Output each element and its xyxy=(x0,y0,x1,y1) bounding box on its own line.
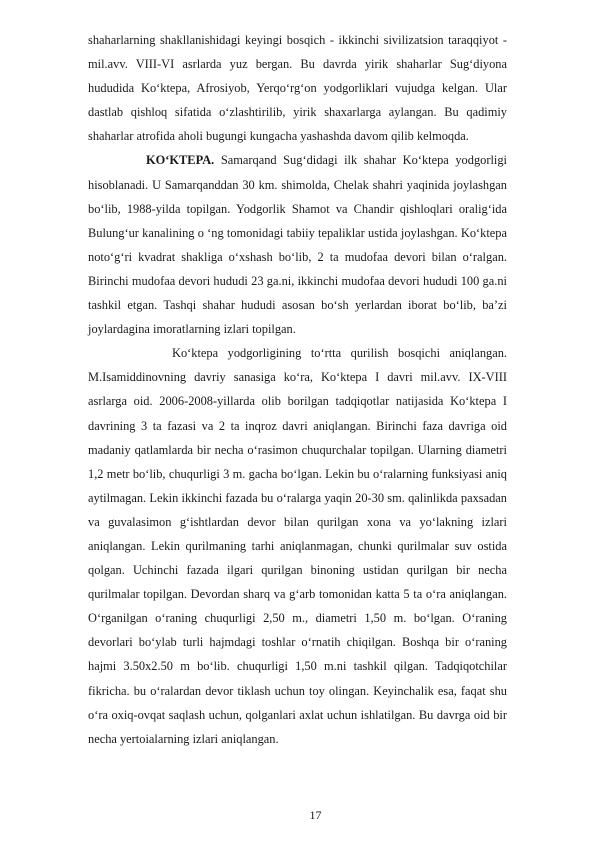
paragraph-2-text: Samarqand Sug‘didagi ilk shahar Ko‘ktepa yodgorligi hisoblanadi. U Samarqanddan 30 km. shimolda, Chelak shahri yaqinida joylashgan bo‘lib, 1988-yilda topilgan. Yodgorlik Shamot va Chandir qishloqlari oralig‘ida Bulung‘ur kanalining o ‘ng tomonidagi tabiiy tepaliklar ustida joylashgan. Ko‘ktepa noto‘g‘ri kvadrat shakliga o‘xshash bo‘lib, 2 ta mudofaa devori bilan o‘ralgan. Birinchi mudofaa devori hududi 23 ga.ni, ikkinchi mudofaa devori hududi 100 ga.ni tashkil etgan. Tashqi shahar hududi asosan bo‘sh yerlardan iborat bo‘lib, ba’zi joylardagina imoratlarning izlari topilgan. xyxy=(88,153,507,337)
paragraph-2 xyxy=(88,148,507,341)
page-number: 17 xyxy=(309,808,322,822)
paragraph-1-text: shaharlarning shakllanishidagi keyingi bosqich - ikkinchi sivilizatsion taraqqiyot - mil.avv. VIII-VI asrlarda yuz bergan. Bu davrda yirik shaharlar Sug‘diyona hududida Ko‘ktepa, Afrosiyob, Yerqo‘rg‘on yodgorliklari vujudga kelgan. Ular dastlab qishloq sifatida o‘zlashtirilib, yirik shaxarlarga aylangan. Bu qadimiy shaharlar atrofida aholi bugungi kungacha yashashda davom qilib kelmoqda. xyxy=(88,33,507,144)
paragraph-1 xyxy=(88,28,507,148)
document-page xyxy=(88,28,507,751)
paragraph-2-lead: KO‘KTEPA. xyxy=(146,153,215,168)
paragraph-3 xyxy=(88,341,507,751)
paragraph-3-text: Ko‘ktepa yodgorligining to‘rtta qurilish bosqichi aniqlangan. M.Isamiddinovning davriy sanasiga ko‘ra, Ko‘ktepa I davri mil.avv. IX-VIII asrlarga oid. 2006-2008-yillarda olib borilgan tadqiqotlar natijasida Ko‘ktepa I davrining 3 ta fazasi va 2 ta inqroz davri aniqlangan. Birinchi faza davriga oid madaniy qatlamlarda bir necha o‘rasimon chuqurchalar topilgan. Ularning diametri 1,2 metr bo‘lib, chuqurligi 3 m. gacha bo‘lgan. Lekin bu o‘ralarning funksiyasi aniq aytilmagan. Lekin ikkinchi fazada bu o‘ralarga yaqin 20-30 sm. qalinlikda paxsadan va guvalasimon g‘ishtlardan devor bilan qurilgan xona va yo‘lakning izlari aniqlangan. Lekin qurilmaning tarhi aniqlanmagan, chunki qurilmalar suv ostida qolgan. Uchinchi fazada ilgari qurilgan binoning ustidan qurilgan bir necha qurilmalar topilgan. Devordan sharq va g‘arb tomonidan katta 5 ta o‘ra aniqlangan. O‘rganilgan o‘raning chuqurligi 2,50 m., diametri 1,50 m. bo‘lgan. O‘raning devorlari bo‘ylab turli hajmdagi toshlar o‘rnatih chiqilgan. Boshqa bir o‘raning hajmi 3.50x2.50 m bo‘lib. chuqurligi 1,50 m.ni tashkil qilgan. Tadqiqotchilar fikricha. bu o‘ralardan devor tiklash uchun toy olingan. Keyinchalik esa, faqat shu o‘ra oxiq-ovqat saqlash uchun, qolganlari axlat uchun ishlatilgan. Bu davrga oid bir necha yertoialarning izlari aniqlangan. xyxy=(88,346,507,746)
